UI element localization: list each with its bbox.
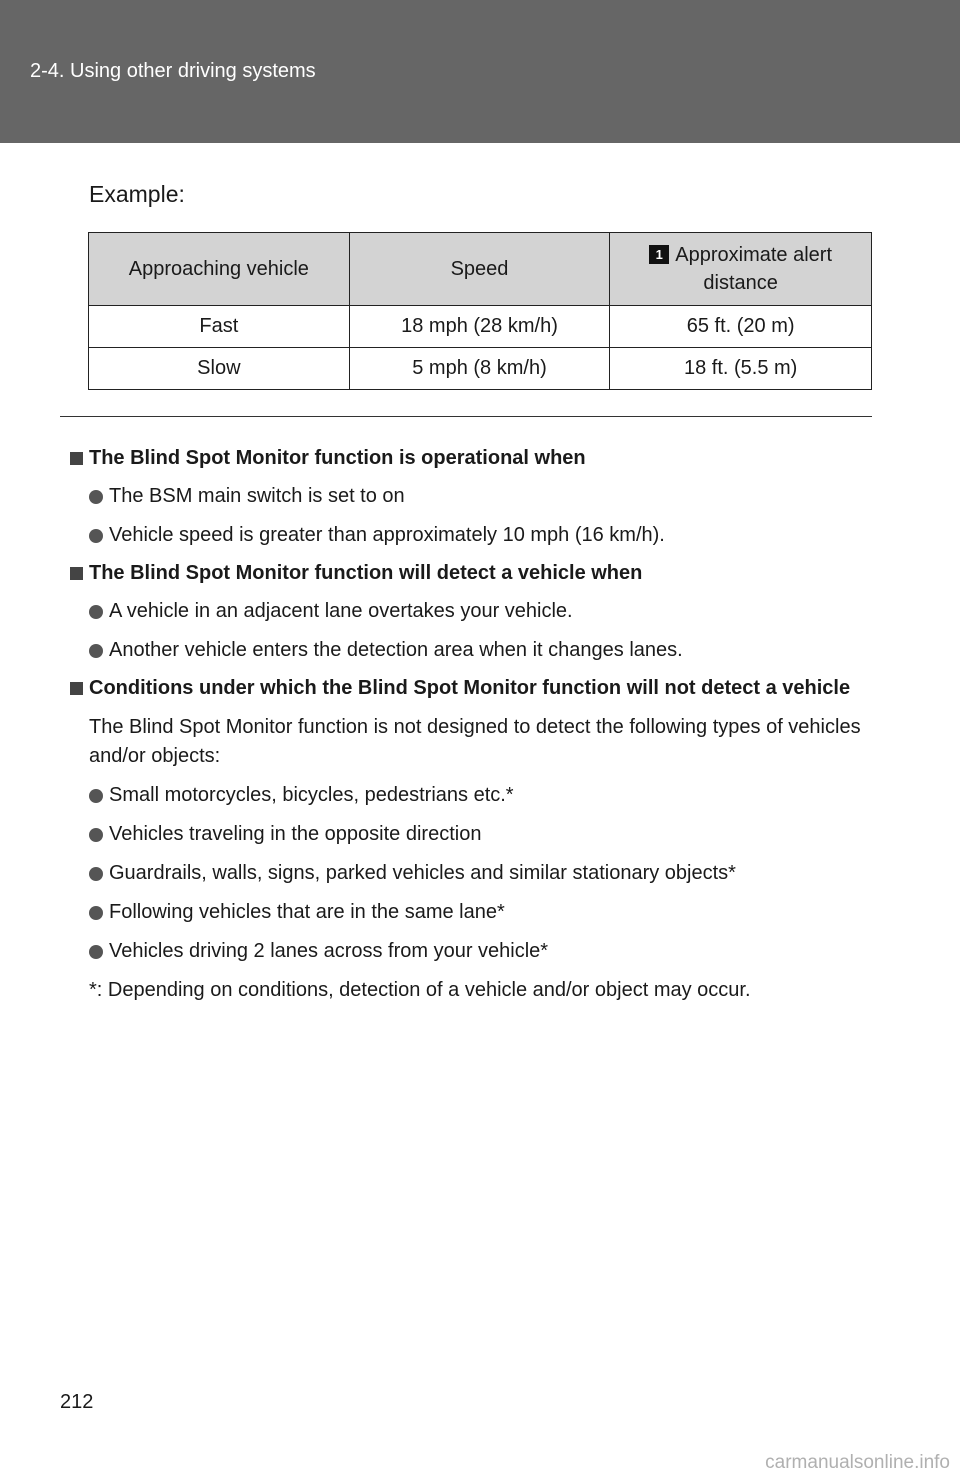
square-bullet-icon (70, 567, 83, 580)
list-item: A vehicle in an adjacent lane overtakes your vehicle. (70, 597, 870, 626)
table-cell: 5 mph (8 km/h) (349, 348, 610, 390)
list-item: Small motorcycles, bicycles, pedestrians etc.* (70, 781, 870, 810)
table-cell: Slow (89, 348, 350, 390)
square-bullet-icon (70, 682, 83, 695)
divider (60, 416, 872, 417)
table-row (89, 306, 872, 348)
list-item: Another vehicle enters the detection area when it changes lanes. (70, 636, 870, 665)
section-heading: Conditions under which the Blind Spot Monitor function will not detect a vehicle (70, 674, 870, 703)
circle-bullet-icon (89, 906, 103, 920)
table-cell: 65 ft. (20 m) (610, 306, 872, 348)
footnote: *: Depending on conditions, detection of a vehicle and/or object may occur. (89, 979, 751, 1001)
number-1-icon: 1 (649, 245, 669, 264)
circle-bullet-icon (89, 945, 103, 959)
square-bullet-icon (70, 452, 83, 465)
circle-bullet-icon (89, 644, 103, 658)
list-item: Vehicles driving 2 lanes across from your vehicle* (70, 937, 870, 966)
header-alert-distance (610, 233, 872, 306)
section-heading: The Blind Spot Monitor function will detect a vehicle when (70, 559, 870, 588)
circle-bullet-icon (89, 490, 103, 504)
table-cell: 18 mph (28 km/h) (349, 306, 610, 348)
circle-bullet-icon (89, 789, 103, 803)
section-intro: The Blind Spot Monitor function is not designed to detect the following types of vehicles and/or objects: (89, 716, 861, 767)
circle-bullet-icon (89, 605, 103, 619)
page-header (0, 0, 960, 143)
header-speed: Speed (349, 233, 610, 306)
example-label: Example: (89, 181, 185, 207)
table-row (89, 348, 872, 390)
alert-distance-table (88, 232, 872, 390)
table-cell: 18 ft. (5.5 m) (610, 348, 872, 390)
circle-bullet-icon (89, 828, 103, 842)
section-heading: The Blind Spot Monitor function is operational when (70, 444, 870, 473)
section-title: 2-4. Using other driving systems (30, 60, 316, 82)
table-header-row (89, 233, 872, 306)
page-number: 212 (60, 1391, 94, 1413)
list-item: Vehicle speed is greater than approximately 10 mph (16 km/h). (70, 521, 870, 550)
list-item: Vehicles traveling in the opposite direction (70, 820, 870, 849)
circle-bullet-icon (89, 867, 103, 881)
table-cell: Fast (89, 306, 350, 348)
main-content (70, 444, 870, 1005)
circle-bullet-icon (89, 529, 103, 543)
list-item: Guardrails, walls, signs, parked vehicles and similar stationary objects* (70, 859, 870, 888)
header-alert-distance-label: Approximate alert distance (675, 244, 833, 294)
watermark: carmanualsonline.info (765, 1452, 950, 1473)
list-item: The BSM main switch is set to on (70, 482, 870, 511)
header-approaching-vehicle: Approaching vehicle (89, 233, 350, 306)
list-item: Following vehicles that are in the same lane* (70, 898, 870, 927)
